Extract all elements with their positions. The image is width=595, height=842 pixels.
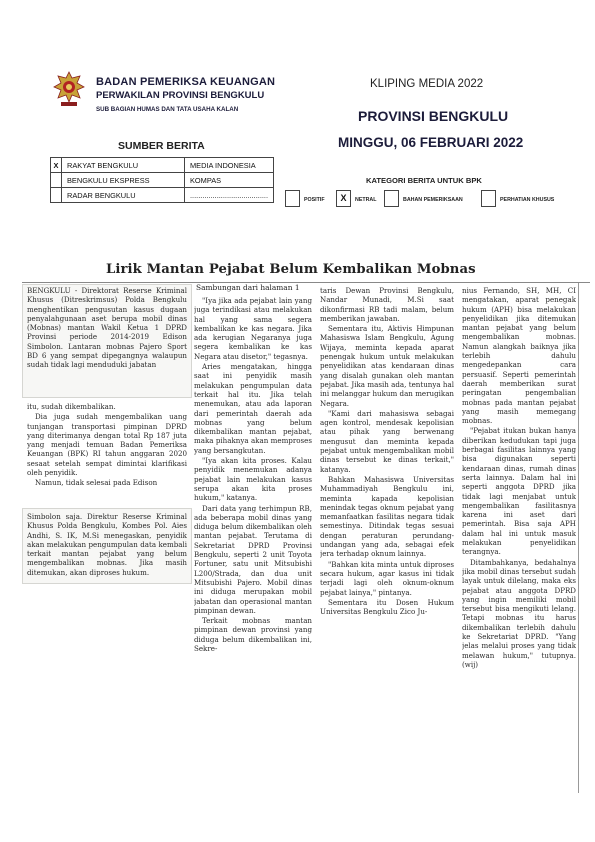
clip-title: KLIPING MEDIA 2022 — [370, 78, 484, 90]
source-mark: X — [51, 158, 62, 173]
source-name: RAKYAT BENGKULU — [62, 158, 185, 173]
org-branch: PERWAKILAN PROVINSI BENGKULU — [96, 90, 265, 101]
paragraph: Sementara itu Dosen Hukum Universitas Bengkulu Zico Ju- — [320, 597, 454, 617]
paragraph: "Kami dari mahasiswa sebagai agen kontrol, mendesak kepolisian atau pihak yang berwenang mengusut dan meminta kepada pejabat untuk mengembalikan mobil dinas tersebut ke dinas terkait," katanya. — [320, 408, 454, 474]
source-mark — [51, 188, 62, 203]
kategori-checkbox-perhatian — [481, 190, 496, 207]
paragraph: Simbolon saja. Direktur Reserse Kriminal Khusus Polda Bengkulu, Kombes Pol. Aies Andhi, S. IK, M.Si menegaskan, penyidik akan melakukan pengumpulan data kembali terkait mantan pejabat yang belum mengembalikan mobnas. Jika masih ditemukan, akan diproses hukum. — [27, 512, 187, 577]
article-column-3 — [320, 286, 454, 770]
paragraph: Dia juga sudah mengembalikan uang tunjangan transportasi pimpinan DPRD yang diterimanya dengan total Rp 187 juta yang menjadi temuan Badan Pemeriksa Keuangan (BPK) RI tahun anggaran 2020 sesaat setelah sempat dimintai klarifikasi oleh penyidik. — [27, 412, 187, 478]
paragraph: Sementara itu, Aktivis Himpunan Mahasiswa Islam Bengkulu, Agung Wijaya, meminta kepada aparat penengak hukum untuk melakukan penyelidikan atas kendaraan dinas yang disalah gunakan oleh mantan pejabat. Jika masih ada, tentunya hal ini melanggar hukum dan merugikan Negara. — [320, 324, 454, 408]
paragraph: nius Fernando, SH, MH, CI mengatakan, aparat penegak hukum (APH) bisa melakukan penyelidikan jika ditemukan mantan pejabat yang belum mengembalikan mobnas. Namun alangkah baiknya jika terlebih dahulu mengedepankan cara persuasif. Seperti pemerintah daerah memberikan surat peringatan pengembalian mobnas pada mantan pejabat yang masih memegang mobnas. — [462, 286, 576, 426]
article-headline: Lirik Mantan Pejabat Belum Kembalikan Mobnas — [106, 262, 476, 277]
source-name: RADAR BENGKULU — [62, 188, 185, 203]
paragraph: Dari data yang terhimpun RB, ada beberapa mobil dinas yang diduga belum dikembalikan oleh mantan pejabat. Terutama di Sekretariat DPRD Provinsi Bengkulu, seperti 2 unit Toyota Fortuner, satu unit Mitsubishi L200/Strada, dan dua unit Mitsubishi Pajero. Mobil dinas ini diduga merupakan mobil jabatan dan operasional mantan pimpinan dewan. — [194, 503, 312, 615]
article-column-1b — [27, 402, 187, 506]
source-name-2: MEDIA INDONESIA — [185, 158, 274, 173]
kategori-label-netral: NETRAL — [355, 197, 377, 203]
clip-date: MINGGU, 06 FEBRUARI 2022 — [338, 135, 524, 150]
page-cut-edge — [578, 283, 579, 793]
paragraph: itu, sudah dikembalikan. — [27, 402, 116, 411]
sumber-berita-label: SUMBER BERITA — [118, 140, 205, 152]
article-column-2 — [194, 296, 312, 770]
article-column-1c — [27, 512, 187, 582]
article-column-1a — [27, 286, 187, 394]
paragraph: Namun, tidak selesai pada Edison — [35, 478, 158, 488]
org-name: BADAN PEMERIKSA KEUANGAN — [96, 76, 276, 88]
article-column-4 — [462, 286, 576, 770]
paragraph: Aries mengatakan, hingga saat ini penyidik masih melakukan pengumpulan data terkait hal itu. Jika telah menemukan, atau ada laporan dari pemerintah daerah ada mobnas yang belum dikembalikan mantan pejabat, maka pihaknya akan memproses yang bersangkutan. — [194, 362, 312, 455]
paragraph: "Iya jika ada pejabat lain yang juga terindikasi atau melakukan hal yang sama segera kembalikan ke kas negara. Jika ada kerugian Negaranya juga segera kembalikan ke kas Negara atau disetor," tegasnya. — [194, 296, 312, 361]
kategori-checkbox-positif — [285, 190, 300, 207]
kategori-label-positif: POSITIF — [304, 197, 325, 203]
paragraph: taris Dewan Provinsi Bengkulu, Nandar Munadi, M.Si saat dikonfirmasi RB tadi malam, belum memberikan jawaban. — [320, 286, 454, 323]
headline-divider — [22, 282, 590, 283]
kategori-label-perhatian: PERHATIAN KHUSUS — [500, 197, 555, 203]
kategori-label-bahan: BAHAN PEMERIKSAAN — [403, 197, 463, 203]
kategori-checkbox-netral: X — [336, 190, 351, 207]
source-row — [51, 158, 274, 173]
source-name-2: ...................................... — [185, 188, 274, 203]
paragraph: "Iya akan kita proses. Kalau penyidik menemukan adanya pejabat lain melakukan kasus serupa akan kita proses hukum," katanya. — [194, 456, 312, 503]
source-row — [51, 188, 274, 203]
continued-from-label: Sambungan dari halaman 1 — [196, 283, 300, 292]
paragraph: BENGKULU - Direktorat Reserse Kriminal Khusus (Ditreskrimsus) Polda Bengkulu menghentikan pengusutan kasus dugaan penyalahgunaan aset berupa mobil dinas (Mobnas) mantan Wakil Ketua 1 DPRD Provinsi periode 2014-2019 Edison Simbolon. Lantaran mobnas Pajero Sport BD 6 yang sempat dipegangnya walaupun sudah tidak lagi menduduki jabatan — [27, 286, 187, 370]
source-row — [51, 173, 274, 188]
source-mark — [51, 173, 62, 188]
paragraph: "Pejabat itukan bukan hanya diberikan kedudukan tapi juga berbagai fasilitas lainnya yang bisa digunakan seperti kendaraan dinas, rumah dinas serta lainnya. Dalam hal ini seperti anggota DPRD jika tidak lagi menjabat untuk mengembalikan fasilitasnya karena ini aset dari pemerintah. Bisa saja APH dalam hal ini untuk masuk melakukan penyelidikan terangnya. — [462, 426, 576, 557]
source-name-2: KOMPAS — [185, 173, 274, 188]
province-title: PROVINSI BENGKULU — [358, 108, 509, 124]
paragraph: Ditambahkanya, bedahalnya jika mobil dinas tersebut sudah layak untuk dilelang, maka eks pejabat atau anggota DPRD yang ingin memiliki mobil tersebut bisa mengikuti lelang. Tetapi mobnas itu harus dikembalikan terlebih dahulu ke Sekretariat DPRD. "Yang jelas melalui proses yang tidak melawan hukum," tutupnya.(wij) — [462, 557, 576, 669]
kategori-checkbox-bahan — [384, 190, 399, 207]
paragraph: Terkait mobnas mantan pimpinan dewan provinsi yang diduga belum dikembalikan ini, Sekre- — [194, 616, 312, 653]
bpk-emblem-icon — [52, 70, 86, 108]
source-table — [50, 157, 274, 203]
paragraph: "Bahkan kita minta untuk diproses secara hukum, agar kasus ini tidak terjadi lagi oleh oknum-oknum pejabat lainya," pintanya. — [320, 559, 454, 597]
source-name: BENGKULU EKSPRESS — [62, 173, 185, 188]
org-subdivision: SUB BAGIAN HUMAS DAN TATA USAHA KALAN — [96, 106, 239, 113]
paragraph: Bahkan Mahasiswa Universitas Muhammadiyah Bengkulu ini, meminta kapada kepolisian menindak tegas oknum pejabat yang memanfaatkan fasilitas negara tidak semestinya. Ditindak tegas sesuai dengan peraturan perundang-undangan yang ada, sebagai efek jera terhadap oknum lainnya. — [320, 474, 454, 559]
kategori-title: KATEGORI BERITA UNTUK BPK — [366, 176, 482, 185]
